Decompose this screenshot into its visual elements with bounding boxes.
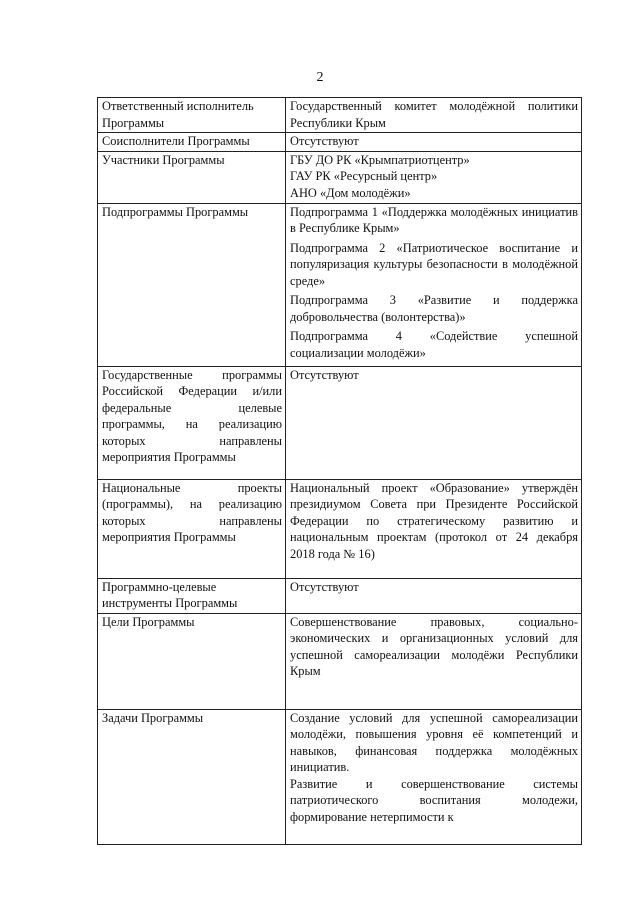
table-row — [98, 366, 582, 479]
row-label: Соисполнители Программы — [98, 133, 286, 152]
row-label: Задачи Программы — [98, 709, 286, 844]
row-label: Ответственный исполнитель Программы — [98, 98, 286, 133]
task-paragraph: Развитие и совершенствование системы патриотического воспитания молодежи, формирование нетерпимости к — [290, 776, 578, 824]
program-passport-table — [97, 97, 582, 845]
value-paragraph: Отсутствуют — [290, 579, 359, 594]
subprogram-item: Подпрограмма 1 «Поддержка молодёжных инициатив в Республике Крым» — [290, 204, 578, 235]
subprogram-item: Подпрограмма 3 «Развитие и поддержка добровольчества (волонтерства)» — [290, 293, 578, 324]
row-label: Подпрограммы Программы — [98, 203, 286, 366]
table-row — [98, 578, 582, 613]
table-row — [98, 709, 582, 844]
row-label: Участники Программы — [98, 151, 286, 203]
row-value — [286, 366, 582, 479]
row-value — [286, 479, 582, 578]
value-paragraph: Национальный проект «Образование» утверждён президиумом Совета при Президенте Российской Федерации по стратегическому развитию и национальным проектам (протокол от 24 декабря 2018 года № 16) — [290, 480, 578, 561]
row-value — [286, 578, 582, 613]
table-row — [98, 203, 582, 366]
value-paragraph: Совершенствование правовых, социально-экономических и организационных условий для успешной самореализации молодёжи Республики Крым — [290, 614, 578, 678]
row-value — [286, 98, 582, 133]
row-label: Государственные программы Российской Федерации и/или федеральные целевые программы, на реализацию которых направлены мероприятия Программы — [98, 366, 286, 479]
row-label: Программно-целевые инструменты Программы — [98, 578, 286, 613]
participant-item: АНО «Дом молодёжи» — [290, 185, 411, 200]
subprogram-item: Подпрограмма 2 «Патриотическое воспитание и популяризация культуры безопасности в молодёжной среде» — [290, 240, 578, 288]
participant-item: ГАУ РК «Ресурсный центр» — [290, 169, 438, 183]
row-value — [286, 203, 582, 366]
row-value — [286, 133, 582, 152]
task-paragraph: Создание условий для успешной самореализации молодёжи, повышения уровня её компетенций и навыков, финансовая поддержка молодёжных инициатив. — [290, 710, 578, 774]
table-row — [98, 133, 582, 152]
page-number: 2 — [316, 70, 324, 85]
value-paragraph: Отсутствуют — [290, 367, 359, 382]
row-value — [286, 709, 582, 844]
value-paragraph: Отсутствуют — [290, 134, 359, 148]
table-row — [98, 151, 582, 203]
row-label: Национальные проекты (программы), на реализацию которых направлены мероприятия Программы — [98, 479, 286, 578]
row-value — [286, 613, 582, 709]
row-label: Цели Программы — [98, 613, 286, 709]
table-row — [98, 613, 582, 709]
value-paragraph: Государственный комитет молодёжной политики Республики Крым — [290, 99, 578, 130]
subprogram-item: Подпрограмма 4 «Содействие успешной социализации молодёжи» — [290, 329, 578, 360]
table-row — [98, 479, 582, 578]
table-row — [98, 98, 582, 133]
participant-item: ГБУ ДО РК «Крымпатриотцентр» — [290, 152, 470, 167]
row-value — [286, 151, 582, 203]
